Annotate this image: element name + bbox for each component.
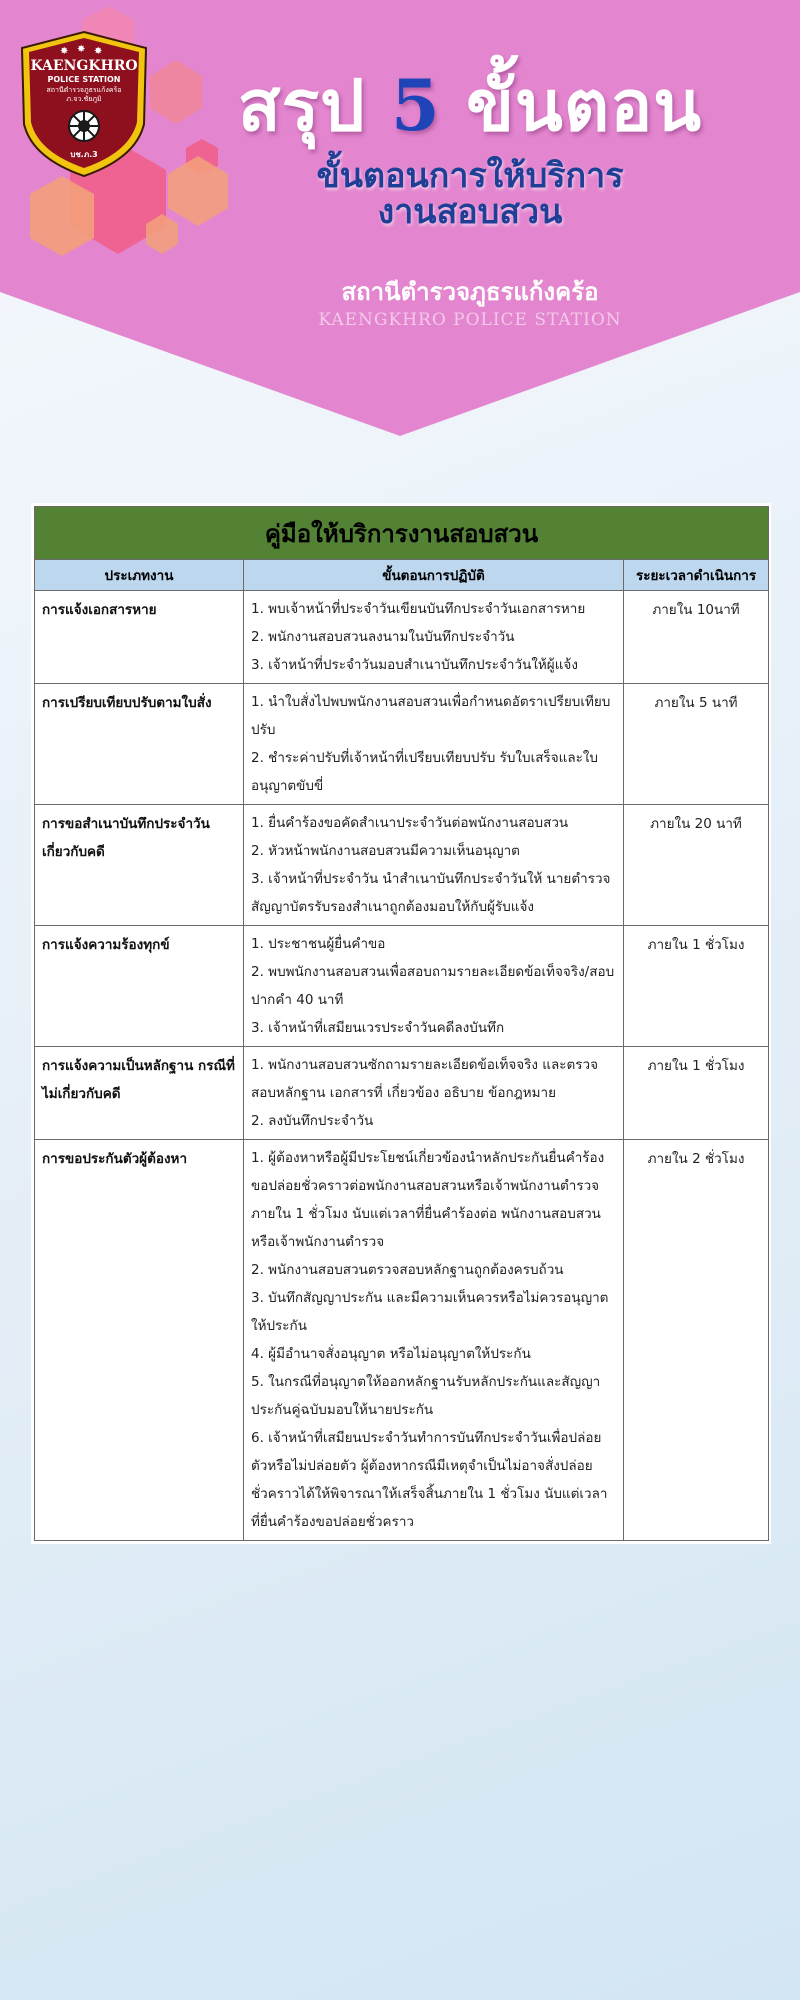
- column-header-steps: ขั้นตอนการปฏิบัติ: [244, 560, 624, 591]
- step-item: 2. ลงบันทึกประจำวัน: [251, 1113, 374, 1129]
- table-row: [35, 684, 769, 805]
- star-icon: ✸: [77, 44, 86, 55]
- table-title: คู่มือให้บริการงานสอบสวน: [35, 507, 769, 560]
- step-item: 2. หัวหน้าพนักงานสอบสวนมีความเห็นอนุญาต: [251, 843, 520, 859]
- step-item: 1. ประชาชนผู้ยื่นคำขอ: [251, 936, 386, 952]
- service-type: การแจ้งความเป็นหลักฐาน กรณีที่ไม่เกี่ยวกับคดี: [35, 1047, 244, 1140]
- step-item: 3. เจ้าหน้าที่เสมียนเวรประจำวันคดีลงบันทึก: [251, 1020, 505, 1036]
- star-icon: ✸: [60, 46, 69, 57]
- table-row: [35, 591, 769, 684]
- station-name-en: KAENGKHRO POLICE STATION: [318, 310, 622, 330]
- service-manual-table: [34, 506, 769, 1541]
- service-manual-table-card: [34, 506, 768, 1541]
- star-icon: ✸: [94, 46, 103, 57]
- main-title: [170, 50, 770, 161]
- title-suffix: ขั้นตอน: [466, 64, 703, 147]
- service-duration: ภายใน 5 นาที: [624, 684, 769, 805]
- step-item: 4. ผู้มีอำนาจสั่งอนุญาต หรือไม่อนุญาตให้ประกัน: [251, 1346, 531, 1362]
- service-steps: [244, 1140, 624, 1541]
- table-row: [35, 805, 769, 926]
- service-steps: [244, 591, 624, 684]
- service-steps: [244, 926, 624, 1047]
- service-duration: ภายใน 10นาที: [624, 591, 769, 684]
- column-header-type: ประเภทงาน: [35, 560, 244, 591]
- step-item: 3. บันทึกสัญญาประกัน และมีความเห็นควรหรือไม่ควรอนุญาตให้ประกัน: [251, 1290, 609, 1334]
- service-type: การขอสำเนาบันทึกประจำวันเกี่ยวกับคดี: [35, 805, 244, 926]
- service-steps: [244, 805, 624, 926]
- subtitle-line2: งานสอบสวน: [377, 192, 563, 232]
- badge-unit-th: บช.ภ.3: [70, 150, 98, 159]
- step-item: 5. ในกรณีที่อนุญาตให้ออกหลักฐานรับหลักประกันและสัญญาประกันคู่ฉบับมอบให้นายประกัน: [251, 1374, 601, 1418]
- step-item: 2. พนักงานสอบสวนลงนามในบันทึกประจำวัน: [251, 629, 515, 645]
- badge-name-en: KAENGKHRO: [30, 58, 138, 74]
- badge-name-th: สถานีตำรวจภูธรแก้งคร้อ: [46, 86, 122, 94]
- badge-subtitle-en: POLICE STATION: [47, 75, 121, 84]
- service-duration: ภายใน 2 ชั่วโมง: [624, 1140, 769, 1541]
- subtitle-line1: ขั้นตอนการให้บริการ: [316, 156, 624, 196]
- service-type: การแจ้งความร้องทุกข์: [35, 926, 244, 1047]
- table-row: [35, 926, 769, 1047]
- step-item: 1. ยื่นคำร้องขอคัดสำเนาประจำวันต่อพนักงานสอบสวน: [251, 815, 569, 831]
- badge-province-th: ภ.จว.ชัยภูมิ: [66, 95, 102, 103]
- title-number: 5: [390, 64, 441, 147]
- step-item: 1. นำใบสั่งไปพบพนักงานสอบสวนเพื่อกำหนดอัตราเปรียบเทียบปรับ: [251, 694, 611, 738]
- step-item: 3. เจ้าหน้าที่ประจำวันมอบสำเนาบันทึกประจำวันให้ผู้แจ้ง: [251, 657, 578, 673]
- step-item: 2. พนักงานสอบสวนตรวจสอบหลักฐานถูกต้องครบถ้วน: [251, 1262, 564, 1278]
- step-item: 2. ชำระค่าปรับที่เจ้าหน้าที่เปรียบเทียบปรับ รับใบเสร็จและใบอนุญาตขับขี่: [251, 750, 598, 794]
- step-item: 1. พนักงานสอบสวนซักถามรายละเอียดข้อเท็จจริง และตรวจสอบหลักฐาน เอกสารที่ เกี่ยวข้อง อธิบาย ข้อกฎหมาย: [251, 1057, 599, 1101]
- title-prefix: สรุป: [237, 64, 366, 147]
- service-type: การแจ้งเอกสารหาย: [35, 591, 244, 684]
- service-steps: [244, 1047, 624, 1140]
- service-duration: ภายใน 1 ชั่วโมง: [624, 926, 769, 1047]
- station-name-th: สถานีตำรวจภูธรแก้งคร้อ: [341, 277, 599, 306]
- column-header-time: ระยะเวลาดำเนินการ: [624, 560, 769, 591]
- step-item: 2. พบพนักงานสอบสวนเพื่อสอบถามรายละเอียดข้อเท็จจริง/สอบปากคำ 40 นาที: [251, 964, 615, 1008]
- service-steps: [244, 684, 624, 805]
- step-item: 1. พบเจ้าหน้าที่ประจำวันเขียนบันทึกประจำวันเอกสารหาย: [251, 601, 586, 617]
- step-item: 6. เจ้าหน้าที่เสมียนประจำวันทำการบันทึกประจำวันเพื่อปล่อยตัวหรือไม่ปล่อยตัว ผู้ต้องหากรณีมีเหตุจำเป็นไม่อาจสั่งปล่อยชั่วคราวได้ให้พิจารณาให้เสร็จสิ้นภายใน 1 ชั่วโมง นับแต่เวลาที่ยื่นคำร้องขอปล่อยชั่วคราว: [251, 1430, 608, 1530]
- service-duration: ภายใน 20 นาที: [624, 805, 769, 926]
- service-type: การเปรียบเทียบปรับตามใบสั่ง: [35, 684, 244, 805]
- service-type: การขอประกันตัวผู้ต้องหา: [35, 1140, 244, 1541]
- police-badge-logo: [16, 28, 152, 180]
- table-row: [35, 1047, 769, 1140]
- step-item: 1. ผู้ต้องหาหรือผู้มีประโยชน์เกี่ยวข้องนำหลักประกันยื่นคำร้องขอปล่อยชั่วคราวต่อพนักงานสอบสวนหรือเจ้าพนักงานตำรวจ ภายใน 1 ชั่วโมง นับแต่เวลาที่ยื่นคำร้องต่อ พนักงานสอบสวนหรือเจ้าพนักงานตำรวจ: [251, 1150, 605, 1250]
- step-item: 3. เจ้าหน้าที่ประจำวัน นำสำเนาบันทึกประจำวันให้ นายตำรวจสัญญาบัตรรับรองสำเนาถูกต้องมอบให้กับผู้รับแจ้ง: [251, 871, 611, 915]
- table-row: [35, 1140, 769, 1541]
- service-duration: ภายใน 1 ชั่วโมง: [624, 1047, 769, 1140]
